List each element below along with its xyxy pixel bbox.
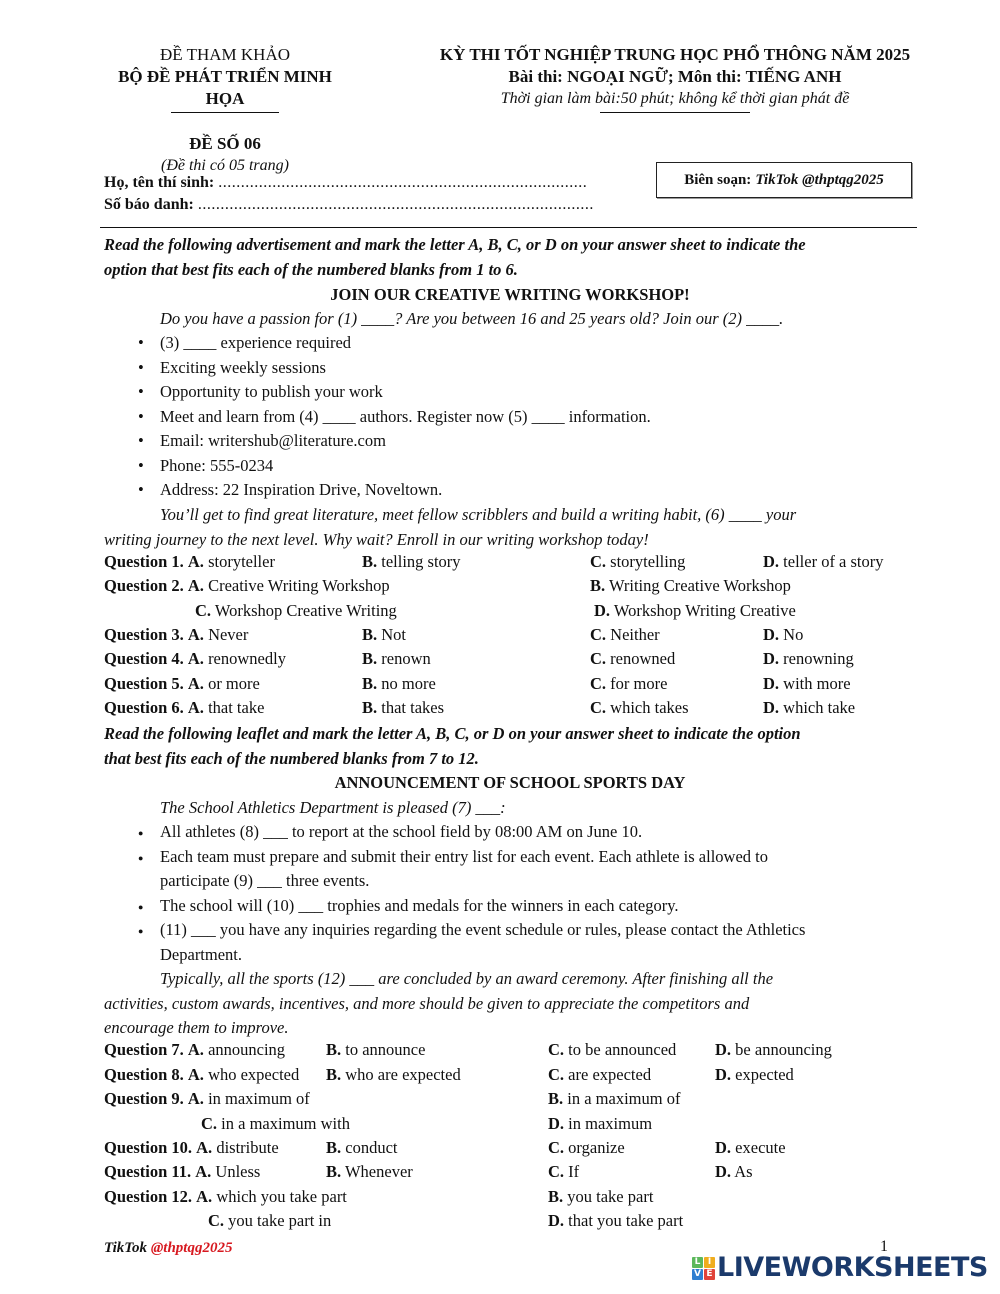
candidate-name-field[interactable] xyxy=(104,172,587,194)
question-3-option-b[interactable] xyxy=(362,625,406,645)
footer-tiktok: TikTok xyxy=(104,1240,148,1256)
closing-line: encourage them to improve. xyxy=(104,1018,289,1037)
option-text: be announcing xyxy=(735,1040,832,1059)
option-key: B. xyxy=(326,1162,342,1181)
option-a[interactable]: distribute xyxy=(216,1138,279,1157)
option-a[interactable]: Unless xyxy=(215,1162,261,1181)
option-key: A. xyxy=(187,552,204,571)
question-4-option-d[interactable] xyxy=(763,649,854,669)
list-item-continuation: Department. xyxy=(160,944,243,964)
question-12-option-d[interactable] xyxy=(548,1211,683,1231)
list-item: • Email: writershub@literature.com xyxy=(138,429,651,454)
option-text: execute xyxy=(735,1138,786,1157)
option-key: A. xyxy=(195,1162,212,1181)
question-12-option-c[interactable] xyxy=(208,1211,331,1231)
question-11-option-c[interactable] xyxy=(548,1162,579,1182)
question-10-option-c[interactable] xyxy=(548,1138,625,1158)
option-key: C. xyxy=(548,1040,565,1059)
question-5-option-b[interactable] xyxy=(362,674,436,694)
option-key: C. xyxy=(590,698,607,717)
option-key: D. xyxy=(763,649,780,668)
question-8-option-b[interactable] xyxy=(326,1065,461,1085)
section1-bullet-list xyxy=(138,331,651,503)
option-a[interactable]: in maximum of xyxy=(208,1089,310,1108)
option-text: you take part in xyxy=(228,1211,332,1230)
question-1-option-c[interactable] xyxy=(590,552,685,572)
question-3-option-d[interactable] xyxy=(763,625,803,645)
option-text: Neither xyxy=(610,625,660,644)
question-5 xyxy=(104,674,260,694)
option-text: renowning xyxy=(783,649,854,668)
option-text: telling story xyxy=(381,552,461,571)
option-key: D. xyxy=(548,1114,565,1133)
list-item: • Phone: 555-0234 xyxy=(138,454,651,479)
question-label: Question 3. xyxy=(104,625,184,644)
option-text: storytelling xyxy=(610,552,686,571)
section1-intro: Do you have a passion for (1) ____? Are you between 16 and 25 years old? Join our (2) ____. xyxy=(160,309,784,328)
question-5-option-c[interactable] xyxy=(590,674,667,694)
subject-line: Bài thi: NGOẠI NGỮ; Môn thi: TIẾNG ANH xyxy=(508,67,842,86)
list-item: ● (11) ___ you have any inquiries regarding the event schedule or rules, please contact the Athletics xyxy=(138,918,805,943)
list-item: • Exciting weekly sessions xyxy=(138,356,651,381)
logo-tile-l: L xyxy=(692,1257,703,1268)
option-text: expected xyxy=(735,1065,794,1084)
option-key: B. xyxy=(548,1089,564,1108)
option-key: A. xyxy=(187,649,204,668)
option-text: with more xyxy=(783,674,851,693)
question-7-option-d[interactable] xyxy=(715,1040,832,1060)
option-key: A. xyxy=(187,625,204,644)
question-10-option-b[interactable] xyxy=(326,1138,398,1158)
credit-box xyxy=(656,162,912,198)
question-label: Question 10. xyxy=(104,1138,193,1157)
option-key: C. xyxy=(201,1114,218,1133)
section2-title: ANNOUNCEMENT OF SCHOOL SPORTS DAY xyxy=(334,773,686,792)
question-label: Question 1. xyxy=(104,552,184,571)
option-text: who are expected xyxy=(345,1065,461,1084)
question-2-option-b[interactable] xyxy=(590,576,791,596)
question-5-option-d[interactable] xyxy=(763,674,851,694)
option-a[interactable]: who expected xyxy=(208,1065,300,1084)
question-6 xyxy=(104,698,264,718)
question-9-option-d[interactable] xyxy=(548,1114,652,1134)
option-text: that takes xyxy=(381,698,445,717)
option-key: A. xyxy=(187,576,204,595)
option-key: D. xyxy=(548,1211,565,1230)
option-key: A. xyxy=(196,1187,213,1206)
option-a[interactable]: or more xyxy=(208,674,260,693)
option-key: B. xyxy=(362,625,378,644)
section1-instructions xyxy=(104,233,914,282)
header-separator xyxy=(100,227,917,228)
candidate-id-label: Số báo danh: xyxy=(104,196,194,213)
option-text: in a maximum of xyxy=(567,1089,681,1108)
exam-set-title: BỘ ĐỀ PHÁT TRIỂN MINH HỌA xyxy=(118,67,332,108)
option-key: D. xyxy=(715,1162,732,1181)
option-key: B. xyxy=(326,1065,342,1084)
question-label: Question 11. xyxy=(104,1162,192,1181)
option-key: A. xyxy=(196,1138,213,1157)
candidate-name-label: Họ, tên thí sinh: xyxy=(104,174,215,191)
option-key: D. xyxy=(715,1138,732,1157)
question-9-option-c[interactable] xyxy=(201,1114,350,1134)
question-8 xyxy=(104,1065,299,1085)
option-key: C. xyxy=(590,625,607,644)
option-key: A. xyxy=(187,674,204,693)
credit-handle: TikTok @thptqg2025 xyxy=(755,171,884,188)
question-11 xyxy=(104,1162,260,1182)
question-3 xyxy=(104,625,248,645)
option-text: Workshop Writing Creative xyxy=(613,601,796,620)
option-key: C. xyxy=(590,552,607,571)
question-label: Question 2. xyxy=(104,576,184,595)
question-4-option-b[interactable] xyxy=(362,649,431,669)
question-6-option-d[interactable] xyxy=(763,698,855,718)
option-text: renowned xyxy=(610,649,676,668)
option-a[interactable]: Never xyxy=(208,625,249,644)
option-key: B. xyxy=(548,1187,564,1206)
question-label: Question 5. xyxy=(104,674,184,693)
list-item: • (3) ____ experience required xyxy=(138,331,651,356)
option-key: D. xyxy=(763,674,780,693)
question-7-option-c[interactable] xyxy=(548,1040,676,1060)
list-item-continuation: participate (9) ___ three events. xyxy=(160,871,370,890)
option-key: B. xyxy=(362,674,378,693)
list-item: • Opportunity to publish your work xyxy=(138,380,651,405)
closing-line: writing journey to the next level. Why wait? Enroll in our writing workshop today! xyxy=(104,529,649,549)
option-key: C. xyxy=(548,1138,565,1157)
question-2-option-d[interactable] xyxy=(594,601,796,621)
credit-label: Biên soạn: xyxy=(684,171,752,188)
closing-line: You’ll get to find great literature, meet fellow scribblers and build a writing habit, (6) ____ your xyxy=(160,505,797,524)
question-8-option-c[interactable] xyxy=(548,1065,651,1085)
option-key: B. xyxy=(326,1138,342,1157)
question-6-option-c[interactable] xyxy=(590,698,689,718)
option-key: D. xyxy=(715,1065,732,1084)
question-label: Question 9. xyxy=(104,1089,184,1108)
question-6-option-b[interactable] xyxy=(362,698,444,718)
option-text: If xyxy=(568,1162,580,1181)
header-divider xyxy=(171,112,279,113)
option-text: to be announced xyxy=(568,1040,677,1059)
option-text: Whenever xyxy=(344,1162,413,1181)
instruction-line: Read the following leaflet and mark the letter A, B, C, or D on your answer sheet to indicate the option xyxy=(104,724,801,743)
page-number: 1 xyxy=(880,1238,888,1255)
closing-line: activities, custom awards, incentives, and more should be given to appreciate the competitors and xyxy=(104,993,750,1013)
option-key: B. xyxy=(362,649,378,668)
question-label: Question 6. xyxy=(104,698,184,717)
candidate-id-field[interactable] xyxy=(104,194,594,216)
option-key: D. xyxy=(763,698,780,717)
instruction-line: option that best fits each of the numbered blanks from 1 to 6. xyxy=(104,259,518,279)
pages-note: (Đề thi có 05 trang) xyxy=(161,157,289,174)
candidate-name-blank[interactable]: .................................................................................. xyxy=(218,174,588,191)
option-a[interactable]: Creative Writing Workshop xyxy=(208,576,390,595)
option-text: organize xyxy=(568,1138,625,1157)
option-text: As xyxy=(734,1162,753,1181)
option-key: B. xyxy=(326,1040,342,1059)
question-label: Question 8. xyxy=(104,1065,184,1084)
question-7-option-b[interactable] xyxy=(326,1040,425,1060)
option-key: C. xyxy=(590,649,607,668)
logo-tile-e: E xyxy=(704,1269,715,1280)
option-key: D. xyxy=(715,1040,732,1059)
list-item: • Address: 22 Inspiration Drive, Noveltown. xyxy=(138,478,651,503)
option-text: No xyxy=(783,625,804,644)
instruction-line: that best fits each of the numbered blanks from 7 to 12. xyxy=(104,748,479,768)
option-key: C. xyxy=(195,601,212,620)
section2-instructions xyxy=(104,722,914,771)
footer-handle: @thptqg2025 xyxy=(150,1240,233,1256)
logo-wordmark: LIVEWORKSHEETS xyxy=(717,1252,988,1283)
question-9-option-b[interactable] xyxy=(548,1089,680,1109)
question-12 xyxy=(104,1187,347,1207)
list-item: ● All athletes (8) ___ to report at the school field by 08:00 AM on June 10. xyxy=(138,820,805,845)
time-limit: Thời gian làm bài:50 phút; không kể thời gian phát đề xyxy=(500,90,850,107)
option-key: B. xyxy=(590,576,606,595)
section2-bullet-list xyxy=(138,820,805,967)
section1-title: JOIN OUR CREATIVE WRITING WORKSHOP! xyxy=(330,285,690,304)
option-key: C. xyxy=(208,1211,225,1230)
list-item: • Meet and learn from (4) ____ authors. Register now (5) ____ information. xyxy=(138,405,651,430)
logo-tile-i: I xyxy=(704,1257,715,1268)
instruction-line: Read the following advertisement and mark the letter A, B, C, or D on your answer sheet to indicate the xyxy=(104,235,806,254)
question-4 xyxy=(104,649,286,669)
option-a[interactable]: which you take part xyxy=(216,1187,347,1206)
option-key: C. xyxy=(590,674,607,693)
option-key: C. xyxy=(548,1162,565,1181)
question-11-option-d[interactable] xyxy=(715,1162,753,1182)
question-1 xyxy=(104,552,275,572)
option-text: no more xyxy=(381,674,436,693)
option-text: conduct xyxy=(345,1138,398,1157)
section2-intro: The School Athletics Department is pleased (7) ___: xyxy=(160,798,506,817)
logo-tile-v: V xyxy=(692,1269,703,1280)
option-key: D. xyxy=(763,552,780,571)
option-text: Workshop Creative Writing xyxy=(214,601,397,620)
option-text: renown xyxy=(381,649,431,668)
option-text: Not xyxy=(381,625,407,644)
option-text: are expected xyxy=(568,1065,652,1084)
option-a[interactable]: announcing xyxy=(208,1040,286,1059)
exam-header-left xyxy=(100,44,350,177)
question-9 xyxy=(104,1089,310,1109)
section1-closing xyxy=(104,503,914,552)
list-item: ● Each team must prepare and submit their entry list for each event. Each athlete is allowed to xyxy=(138,845,805,870)
option-key: C. xyxy=(548,1065,565,1084)
live-logo-icon xyxy=(692,1257,715,1280)
question-label: Question 4. xyxy=(104,649,184,668)
option-key: A. xyxy=(187,698,204,717)
question-label: Question 7. xyxy=(104,1040,184,1059)
option-text: to announce xyxy=(345,1040,426,1059)
question-1-option-d[interactable] xyxy=(763,552,884,572)
option-a[interactable]: storyteller xyxy=(208,552,275,571)
question-2 xyxy=(104,576,390,596)
option-key: A. xyxy=(187,1065,204,1084)
option-text: for more xyxy=(610,674,668,693)
candidate-id-blank[interactable]: ........................................................................................ xyxy=(197,196,594,213)
question-11-option-b[interactable] xyxy=(326,1162,413,1182)
option-key: A. xyxy=(187,1089,204,1108)
option-key: B. xyxy=(362,552,378,571)
option-key: B. xyxy=(362,698,378,717)
option-a[interactable]: renownedly xyxy=(208,649,286,668)
question-4-option-c[interactable] xyxy=(590,649,675,669)
section2-closing xyxy=(104,967,914,1041)
reference-label: ĐỀ THAM KHẢO xyxy=(159,45,290,64)
question-label: Question 12. xyxy=(104,1187,193,1206)
exam-number: ĐỀ SỐ 06 xyxy=(189,134,261,153)
closing-line: Typically, all the sports (12) ___ are concluded by an award ceremony. After finishing all the xyxy=(160,969,774,988)
option-text: in maximum xyxy=(568,1114,653,1133)
option-text: that you take part xyxy=(568,1211,684,1230)
option-text: which take xyxy=(783,698,856,717)
footer-credit xyxy=(104,1240,232,1257)
liveworksheets-logo[interactable] xyxy=(692,1252,988,1283)
option-a[interactable]: that take xyxy=(208,698,265,717)
header-divider xyxy=(600,112,750,113)
question-8-option-d[interactable] xyxy=(715,1065,794,1085)
option-text: you take part xyxy=(567,1187,654,1206)
list-item: ● The school will (10) ___ trophies and medals for the winners in each category. xyxy=(138,894,805,919)
option-key: D. xyxy=(594,601,611,620)
option-text: in a maximum with xyxy=(221,1114,350,1133)
question-3-option-c[interactable] xyxy=(590,625,660,645)
question-12-option-b[interactable] xyxy=(548,1187,653,1207)
option-text: teller of a story xyxy=(783,552,884,571)
question-7 xyxy=(104,1040,285,1060)
question-2-option-c[interactable] xyxy=(195,601,397,621)
question-1-option-b[interactable] xyxy=(362,552,461,572)
question-10-option-d[interactable] xyxy=(715,1138,786,1158)
option-text: which takes xyxy=(610,698,689,717)
option-key: A. xyxy=(187,1040,204,1059)
exam-title: KỲ THI TỐT NGHIỆP TRUNG HỌC PHỔ THÔNG NĂM 2025 xyxy=(439,45,911,64)
option-text: Writing Creative Workshop xyxy=(608,576,791,595)
question-10 xyxy=(104,1138,279,1158)
option-key: D. xyxy=(763,625,780,644)
exam-header-right xyxy=(410,44,940,113)
